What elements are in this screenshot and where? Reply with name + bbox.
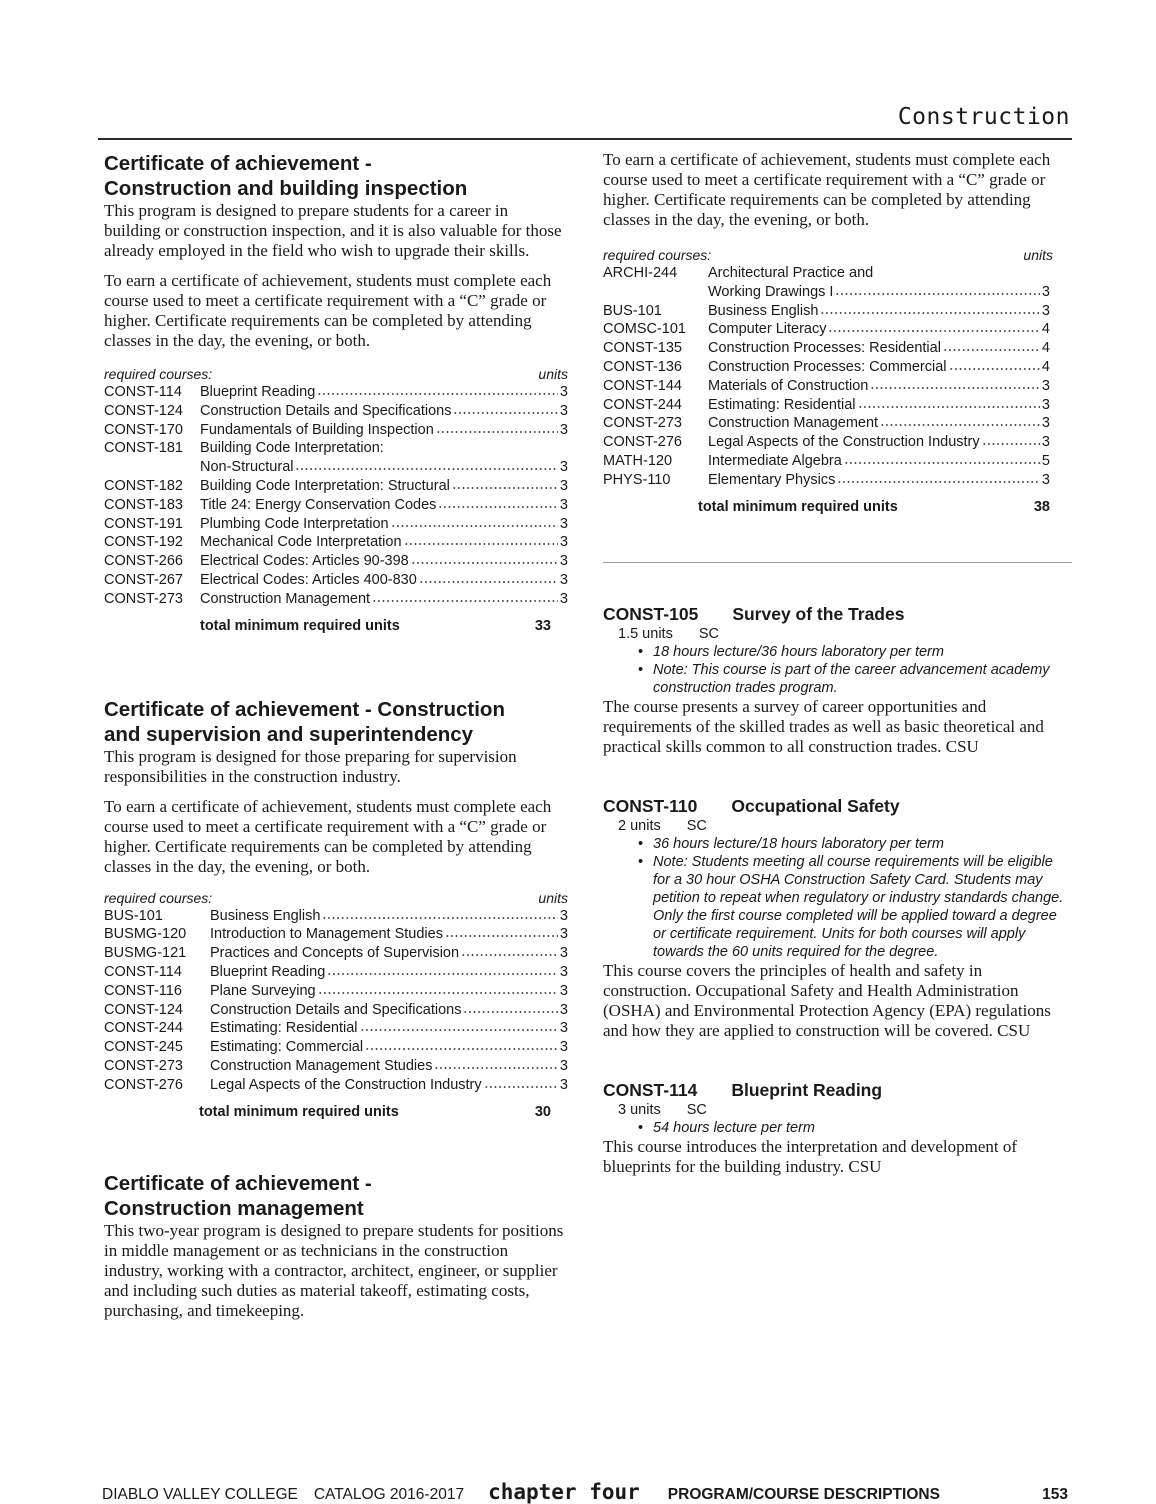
course-units: 3 units SC xyxy=(618,1102,707,1118)
course-units: 3 xyxy=(559,963,568,980)
dot-leader xyxy=(870,378,1040,390)
course-units: 3 xyxy=(559,402,568,419)
total-units-row: total minimum required units 38 xyxy=(698,498,1050,515)
course-code: CONST-182 xyxy=(104,477,183,494)
course-row xyxy=(104,421,568,440)
dot-leader xyxy=(949,359,1040,371)
course-description: This course introduces the interpretation and development of blueprints for the building industry. CSU xyxy=(603,1137,1018,1176)
course-code: CONST-273 xyxy=(603,415,682,432)
course-units: 3 xyxy=(559,534,568,551)
program-description: This program is designed for those preparing for supervision responsibilities in the construction industry. xyxy=(104,746,517,786)
course-code: CONST-192 xyxy=(104,534,183,551)
course-units: 3 xyxy=(1041,283,1050,300)
page-footer xyxy=(102,1480,1068,1504)
course-title: Building Code Interpretation: Structural xyxy=(200,477,450,494)
course-units: 3 xyxy=(559,1039,568,1056)
course-units: 4 xyxy=(1041,321,1050,338)
course-title: Electrical Codes: Articles 400-830 xyxy=(200,571,417,588)
total-units-row: total minimum required units 33 xyxy=(200,617,551,634)
course-row xyxy=(603,414,1050,433)
dot-leader xyxy=(880,416,1040,428)
course-code: CONST-244 xyxy=(104,1020,183,1037)
course-row xyxy=(104,590,568,609)
course-units: 3 xyxy=(559,477,568,494)
course-title: Elementary Physics xyxy=(708,471,836,488)
course-title: Business English xyxy=(708,302,819,319)
course-units: 3 xyxy=(559,945,568,962)
course-units: 3 xyxy=(559,384,568,400)
dot-leader xyxy=(322,908,558,920)
course-code: CONST-273 xyxy=(104,590,183,607)
course-row xyxy=(104,1019,568,1038)
course-units: 3 xyxy=(559,1076,568,1093)
course-units: 3 xyxy=(1041,471,1050,488)
course-title: Fundamentals of Building Inspection xyxy=(200,421,434,438)
course-note: • Note: This course is part of the career advancement academy construction trades program. xyxy=(638,662,1050,696)
dot-leader xyxy=(434,1058,557,1070)
course-notes xyxy=(603,835,1071,961)
course-row xyxy=(603,302,1050,321)
course-code: BUSMG-120 xyxy=(104,926,187,943)
course-title: Estimating: Residential xyxy=(210,1020,358,1037)
course-units: 3 xyxy=(559,553,568,570)
course-code: CONST-266 xyxy=(104,553,183,570)
dot-leader xyxy=(463,1002,557,1014)
course-units: 3 xyxy=(559,590,568,607)
course-units: 1.5 units SC xyxy=(618,626,719,642)
course-title: Non-Structural xyxy=(200,459,294,476)
course-code: CONST-114 xyxy=(104,963,182,980)
course-title: Construction Details and Specifications xyxy=(200,402,452,419)
header-rule xyxy=(98,138,1072,140)
course-code: CONST-276 xyxy=(104,1076,183,1093)
dot-leader xyxy=(317,384,558,396)
course-units: 3 xyxy=(1041,302,1050,319)
dot-leader xyxy=(436,422,558,434)
dot-leader xyxy=(295,460,557,472)
course-title: Plumbing Code Interpretation xyxy=(200,515,389,532)
course-code: BUS-101 xyxy=(603,302,662,319)
course-code: PHYS-110 xyxy=(603,471,671,488)
cert-building-inspection xyxy=(104,151,568,636)
course-row xyxy=(603,320,1050,339)
dot-leader xyxy=(453,403,557,415)
course-title: Estimating: Residential xyxy=(708,396,856,413)
dot-leader xyxy=(844,453,1040,465)
course-row xyxy=(104,925,568,944)
cert-supervision xyxy=(104,697,568,1122)
completion-requirements: To earn a certificate of achievement, students must complete each course used to meet a certificate requirement with a “C” grade or higher. Certificate requirements can be completed by attending classes in the day, the evening, or both. xyxy=(603,150,1051,229)
footer-chapter: chapter four xyxy=(488,1480,640,1504)
course-code: CONST-267 xyxy=(104,571,183,588)
course-code: ARCHI-244 xyxy=(603,265,678,281)
course-code: MATH-120 xyxy=(603,452,673,469)
course-title: Computer Literacy xyxy=(708,321,827,338)
course-row xyxy=(104,982,568,1001)
course-row xyxy=(603,358,1050,377)
course-row xyxy=(104,944,568,963)
course-note: • Note: Students meeting all course requirements will be eligible for a 30 hour OSHA Construction Safety Card. Students may petition to repeat when regulatory or industry standards change. Only the first course completed will be applied toward a degree or certificate requirement. Units for both courses will apply towards the 60 units required for the degree. xyxy=(638,854,1064,960)
section-heading: Certificate of achievement - Construction and building inspection xyxy=(104,152,468,200)
dot-leader xyxy=(411,554,558,566)
course-units: 3 xyxy=(559,496,568,513)
course-units: 2 units SC xyxy=(618,818,707,834)
course-code: CONST-276 xyxy=(603,434,682,451)
course-title: Intermediate Algebra xyxy=(708,452,842,469)
course-title: Blueprint Reading xyxy=(210,963,326,980)
course-heading: CONST-105 Survey of the Trades xyxy=(603,604,905,624)
course-row xyxy=(104,402,568,421)
course-description: This course covers the principles of health and safety in construction. Occupational Safety and Health Administration (OSHA) and Environmental Protection Agency (EPA) regulations and how they are applied to construction will be covered. CSU xyxy=(603,961,1051,1040)
course-units: 3 xyxy=(559,459,568,476)
course-title: Business English xyxy=(210,907,321,924)
course-code: CONST-183 xyxy=(104,496,183,513)
course-const-114 xyxy=(603,1079,1071,1177)
course-code: CONST-136 xyxy=(603,358,682,375)
course-code: CONST-135 xyxy=(603,340,682,357)
dot-leader xyxy=(372,591,558,603)
course-row xyxy=(104,515,568,534)
dot-leader xyxy=(858,397,1040,409)
footer-college: DIABLO VALLEY COLLEGE xyxy=(102,1486,298,1503)
dot-leader xyxy=(318,983,558,995)
section-divider xyxy=(603,562,1072,563)
dot-leader xyxy=(828,322,1039,334)
course-title: Introduction to Management Studies xyxy=(210,926,443,943)
course-row xyxy=(603,471,1050,490)
course-code: CONST-191 xyxy=(104,515,183,532)
course-code: BUSMG-121 xyxy=(104,945,187,962)
course-code: COMSC-101 xyxy=(603,321,686,338)
completion-requirements: To earn a certificate of achievement, students must complete each course used to meet a certificate requirement with a “C” grade or higher. Certificate requirements can be completed by attending classes in the day, the evening, or both. xyxy=(104,271,552,350)
course-title: Title 24: Energy Conservation Codes xyxy=(200,496,437,513)
course-title: Construction Management Studies xyxy=(210,1057,433,1074)
course-row xyxy=(104,963,568,982)
course-const-105 xyxy=(603,603,1071,757)
course-title: Materials of Construction xyxy=(708,377,869,394)
course-row xyxy=(104,552,568,571)
course-notes xyxy=(603,643,1071,697)
course-code: CONST-144 xyxy=(603,377,682,394)
course-units: 3 xyxy=(1041,396,1050,413)
dot-leader xyxy=(461,946,558,958)
course-units: 3 xyxy=(559,1057,568,1074)
course-units: 3 xyxy=(1041,377,1050,394)
course-units: 3 xyxy=(559,1001,568,1018)
course-code: CONST-124 xyxy=(104,1001,183,1018)
course-row xyxy=(603,452,1050,471)
course-row xyxy=(104,1057,568,1076)
course-units: 3 xyxy=(559,982,568,999)
course-units: 3 xyxy=(559,1020,568,1037)
course-units: 4 xyxy=(1041,340,1050,357)
course-row xyxy=(104,383,568,402)
course-units: 3 xyxy=(1041,415,1050,432)
dot-leader xyxy=(484,1077,558,1089)
course-row xyxy=(104,533,568,552)
page-number: 153 xyxy=(1042,1486,1068,1503)
dot-leader xyxy=(982,435,1040,447)
course-title: Practices and Concepts of Supervision xyxy=(210,945,460,962)
cert-construction-management-continued xyxy=(603,150,1071,517)
course-note: • 18 hours lecture/36 hours laboratory per term xyxy=(638,644,944,660)
course-title: Estimating: Commercial xyxy=(210,1039,364,1056)
course-title: Construction Processes: Commercial xyxy=(708,358,947,375)
course-units: 3 xyxy=(559,907,568,924)
course-row xyxy=(104,439,568,458)
dot-leader xyxy=(404,535,558,547)
course-code: CONST-114 xyxy=(104,384,182,400)
course-code: CONST-244 xyxy=(603,396,682,413)
course-row xyxy=(104,571,568,590)
course-heading: CONST-110 Occupational Safety xyxy=(603,796,900,816)
course-row xyxy=(603,396,1050,415)
course-code: CONST-245 xyxy=(104,1039,183,1056)
required-courses-header: required courses: units xyxy=(603,247,1053,263)
dot-leader xyxy=(452,478,558,490)
bullet-icon: • xyxy=(638,662,644,678)
course-title: Architectural Practice and xyxy=(708,265,874,281)
dot-leader xyxy=(820,303,1040,315)
bullet-icon: • xyxy=(638,1120,644,1136)
course-units: 3 xyxy=(1041,434,1050,451)
course-units: 3 xyxy=(559,926,568,943)
course-row xyxy=(104,1038,568,1057)
dot-leader xyxy=(419,572,558,584)
course-description: The course presents a survey of career opportunities and requirements of the skilled trades as well as basic theoretical and practical skills common to all construction trades. CSU xyxy=(603,697,1044,756)
course-row xyxy=(104,1076,568,1095)
course-title: Construction Management xyxy=(708,415,879,432)
course-row xyxy=(104,477,568,496)
cert-construction-management xyxy=(104,1171,568,1321)
course-table xyxy=(603,264,1050,490)
right-column xyxy=(603,150,1071,517)
course-title: Plane Surveying xyxy=(210,982,316,999)
dot-leader xyxy=(835,284,1039,296)
course-row xyxy=(603,377,1050,396)
course-code: CONST-181 xyxy=(104,440,183,457)
course-table xyxy=(104,383,568,609)
total-units-row: total minimum required units 30 xyxy=(199,1103,551,1120)
course-units: 4 xyxy=(1041,358,1050,375)
course-title: Working Drawings I xyxy=(708,283,834,300)
course-code: CONST-124 xyxy=(104,402,183,419)
footer-section: PROGRAM/COURSE DESCRIPTIONS xyxy=(667,1486,940,1503)
course-title: Electrical Codes: Articles 90-398 xyxy=(200,553,409,570)
course-title: Construction Management xyxy=(200,590,371,607)
course-row xyxy=(104,1001,568,1020)
course-units: 3 xyxy=(559,571,568,588)
running-head: Construction xyxy=(897,104,1070,130)
course-title: Building Code Interpretation: xyxy=(200,440,384,457)
left-column xyxy=(104,151,568,1331)
course-table xyxy=(104,907,568,1095)
footer-catalog: CATALOG 2016-2017 xyxy=(313,1486,465,1503)
course-row xyxy=(104,907,568,926)
course-row xyxy=(104,496,568,515)
dot-leader xyxy=(445,927,558,939)
course-units: 5 xyxy=(1041,452,1050,469)
course-const-110 xyxy=(603,795,1071,1041)
course-notes xyxy=(603,1119,1071,1137)
course-title: Blueprint Reading xyxy=(200,384,316,400)
required-courses-header: required courses: units xyxy=(104,889,568,906)
course-title: Mechanical Code Interpretation xyxy=(200,534,402,551)
course-row xyxy=(603,433,1050,452)
course-code: BUS-101 xyxy=(104,907,163,924)
course-code: CONST-116 xyxy=(104,982,182,999)
course-title: Legal Aspects of the Construction Industry xyxy=(708,434,980,451)
completion-requirements: To earn a certificate of achievement, students must complete each course used to meet a certificate requirement with a “C” grade or higher. Certificate requirements can be completed by attending classes in the day, the evening, or both. xyxy=(104,796,552,876)
course-row-continued xyxy=(104,458,568,477)
dot-leader xyxy=(365,1040,558,1052)
dot-leader xyxy=(438,497,558,509)
program-description: This program is designed to prepare students for a career in building or construction inspection, and it is also valuable for those already employed in the field who wish to upgrade their skills. xyxy=(104,201,562,260)
course-units: 3 xyxy=(559,421,568,438)
course-row-continued xyxy=(603,283,1050,302)
course-code: CONST-273 xyxy=(104,1057,183,1074)
course-note: • 54 hours lecture per term xyxy=(638,1120,815,1136)
course-heading: CONST-114 Blueprint Reading xyxy=(603,1080,883,1100)
bullet-icon: • xyxy=(638,836,644,852)
course-title: Legal Aspects of the Construction Industry xyxy=(210,1076,482,1093)
course-row xyxy=(603,264,1050,283)
required-courses-header: required courses: units xyxy=(104,366,568,382)
dot-leader xyxy=(943,341,1040,353)
course-code: CONST-170 xyxy=(104,421,183,438)
course-row xyxy=(603,339,1050,358)
course-note: • 36 hours lecture/18 hours laboratory per term xyxy=(638,836,944,852)
dot-leader xyxy=(837,472,1040,484)
program-description: This two-year program is designed to prepare students for positions in middle management or as technicians in the construction industry, working with a contractor, architect, engineer, or supplier and including such duties as material takeoff, estimating costs, purchasing, and timekeeping. xyxy=(104,1220,564,1320)
section-heading: Certificate of achievement - Construction management xyxy=(104,1171,372,1220)
course-units: 3 xyxy=(559,515,568,532)
dot-leader xyxy=(391,516,558,528)
dot-leader xyxy=(360,1021,558,1033)
section-heading: Certificate of achievement - Construction and supervision and superintendency xyxy=(104,697,505,746)
bullet-icon: • xyxy=(638,644,644,660)
bullet-icon: • xyxy=(638,854,644,870)
dot-leader xyxy=(327,964,558,976)
course-title: Construction Processes: Residential xyxy=(708,340,941,357)
course-descriptions xyxy=(603,603,1071,1177)
course-title: Construction Details and Specifications xyxy=(210,1001,462,1018)
